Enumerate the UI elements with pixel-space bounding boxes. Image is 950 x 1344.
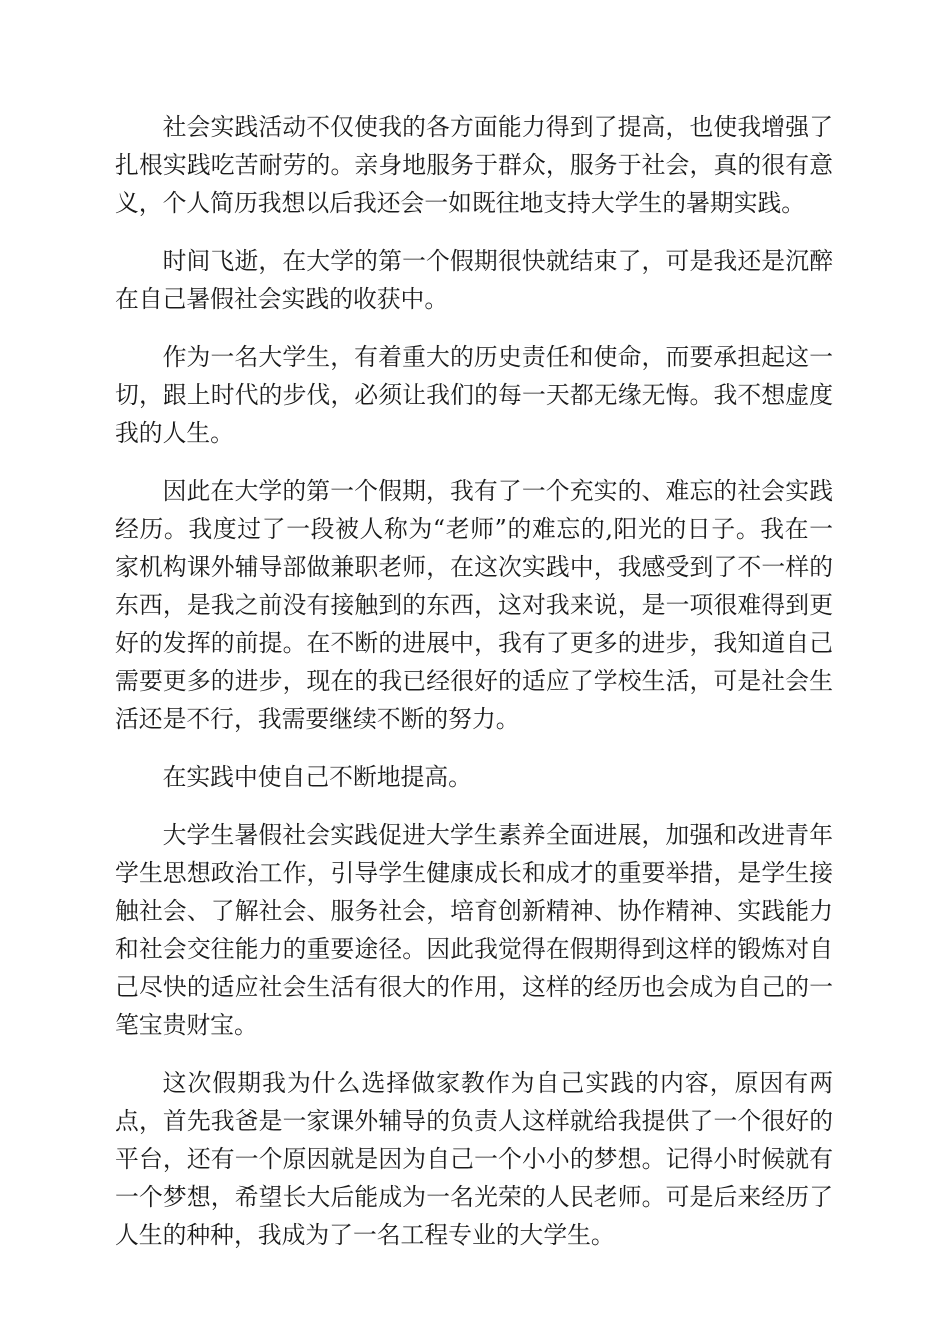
paragraph-1: 社会实践活动不仅使我的各方面能力得到了提高，也使我增强了扎根实践吃苦耐劳的。亲身地服务于群众，服务于社会，真的很有意义，个人简历我想以后我还会一如既往地支持大学生的暑期实践。	[115, 113, 833, 217]
paragraph-7: 这次假期我为什么选择做家教作为自己实践的内容，原因有两点，首先我爸是一家课外辅导的负责人这样就给我提供了一个很好的平台，还有一个原因就是因为自己一个小小的梦想。记得小时候就有一个梦想，希望长大后能成为一名光荣的人民老师。可是后来经历了人生的种种，我成为了一名工程专业的大学生。	[115, 1069, 833, 1249]
paragraph-5: 在实践中使自己不断地提高。	[162, 763, 472, 791]
paragraph-2: 时间飞逝，在大学的第一个假期很快就结束了，可是我还是沉醉在自己暑假社会实践的收获中。	[115, 247, 833, 313]
paragraph-3: 作为一名大学生，有着重大的历史责任和使命，而要承担起这一切，跟上时代的步伐，必须让我们的每一天都无缘无悔。我不想虚度我的人生。	[115, 343, 833, 447]
paragraph-4: 因此在大学的第一个假期，我有了一个充实的、难忘的社会实践经历。我度过了一段被人称为“老师”的难忘的,阳光的日子。我在一家机构课外辅导部做兼职老师，在这次实践中，我感受到了不一样的东西，是我之前没有接触到的东西，这对我来说，是一项很难得到更好的发挥的前提。在不断的进展中，我有了更多的进步，我知道自己需要更多的进步，现在的我已经很好的适应了学校生活，可是社会生活还是不行，我需要继续不断的努力。	[115, 477, 833, 733]
paragraph-6: 大学生暑假社会实践促进大学生素养全面进展，加强和改进青年学生思想政治工作，引导学生健康成长和成才的重要举措，是学生接触社会、了解社会、服务社会，培育创新精神、协作精神、实践能力和社会交往能力的重要途径。因此我觉得在假期得到这样的锻炼对自己尽快的适应社会生活有很大的作用，这样的经历也会成为自己的一笔宝贵财宝。	[115, 821, 833, 1039]
document-page	[115, 108, 833, 1274]
